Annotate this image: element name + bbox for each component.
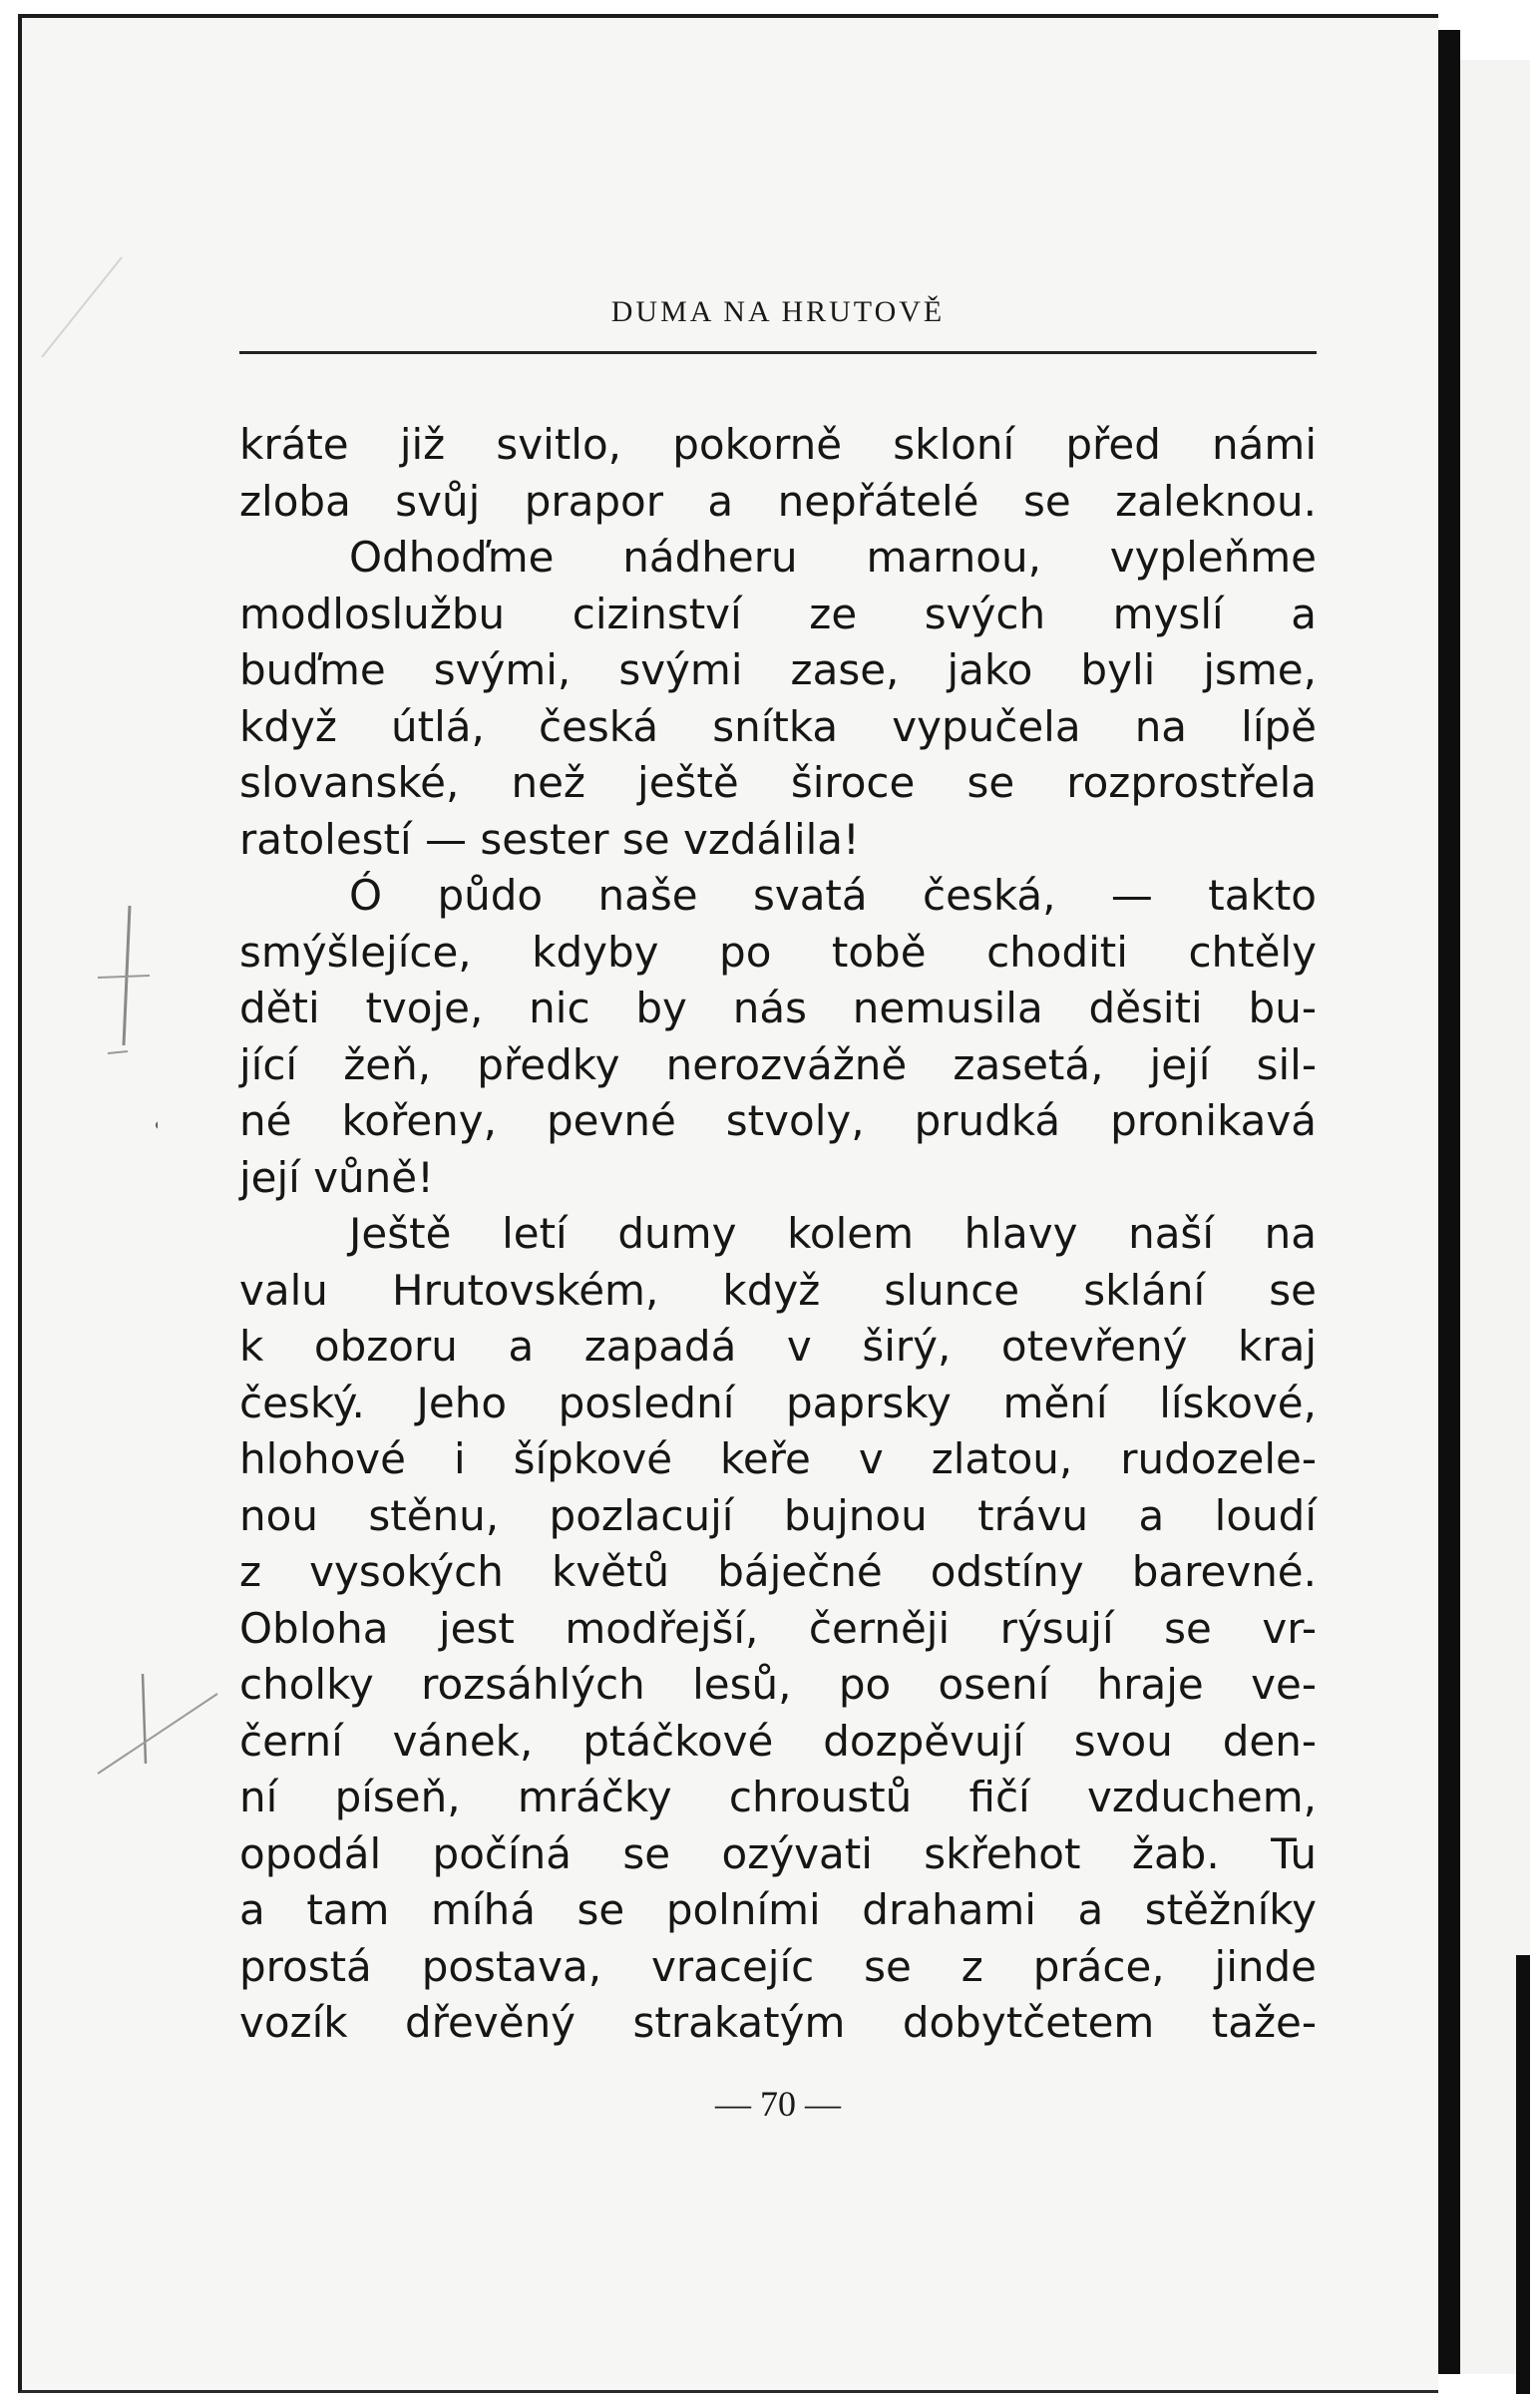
text-line: zloba svůj prapor a nepřátelé se zaleknou. [239,476,1317,526]
text-line: cholky rozsáhlých lesů, po osení hraje ve- [239,1660,1317,1709]
text-line: hlohové i šípkové keře v zlatou, rudozele- [239,1434,1317,1483]
text-line: kráte již svitlo, pokorně skloní před námi [239,420,1317,469]
text-line: Odhoďme nádheru marnou, vypleňme [349,533,1317,582]
text-line: Ještě letí dumy kolem hlavy naší na [349,1209,1317,1258]
text-line: nou stěnu, pozlacují bujnou trávu a loudí [239,1490,1317,1540]
header-rule [239,351,1317,354]
text-line: černí vánek, ptáčkové dozpěvují svou den- [239,1716,1317,1766]
text-line: valu Hrutovském, když slunce sklání se [239,1265,1317,1315]
text-line: a tam míhá se polními drahami a stěžníky [239,1885,1317,1934]
text-line: vozík dřevěný strakatým dobytčetem taže- [239,1998,1317,2047]
text-line: děti tvoje, nic by nás nemusila děsiti bu- [239,984,1317,1032]
text-line: buďme svými, svými zase, jako byli jsme, [239,645,1317,694]
book-page [18,14,1438,2393]
edge-shadow [1516,1955,1530,2394]
page-number: — 70 — [715,2084,841,2124]
text-line: smýšlejíce, kdyby po tobě choditi chtěly [239,927,1317,977]
text-line: Ó půdo naše svatá česká, — takto [349,871,1317,920]
text-line: z vysokých květů báječné odstíny barevné. [239,1547,1317,1596]
pencil-cross-icon [88,1654,227,1794]
text-line: slovanské, než ještě široce se rozprostřela [239,758,1317,807]
text-line: né kořeny, pevné stvoly, prudká pronikavá [239,1096,1317,1145]
text-line: její vůně! [239,1152,434,1202]
text-line: když útlá, česká snítka vypučela na lípě [239,701,1317,751]
pencil-stroke-icon [32,247,132,367]
text-line: modloslužbu cizinství ze svých myslí a [239,589,1317,638]
text-line: ratolestí — sester se vzdálila! [239,814,860,864]
text-line: Obloha jest modřejší, černěji rýsují se vr- [239,1603,1317,1653]
pencil-mark-icon [78,896,158,1155]
text-line: ní píseň, mráčky chroustů fičí vzduchem, [239,1773,1317,1821]
body-text [239,417,1317,2052]
page-gutter-shadow [1438,30,1460,2374]
text-line: opodál počíná se ozývati skřehot žab. Tu [239,1828,1317,1878]
text-line: český. Jeho poslední paprsky mění lískové, [239,1378,1317,1427]
running-head: DUMA NA HRUTOVĚ [610,295,946,328]
text-line: jící žeň, předky nerozvážně zasetá, její sil- [239,1039,1317,1089]
text-line: prostá postava, vracejíc se z práce, jinde [239,1941,1317,1991]
text-line: k obzoru a zapadá v širý, otevřený kraj [239,1322,1317,1371]
